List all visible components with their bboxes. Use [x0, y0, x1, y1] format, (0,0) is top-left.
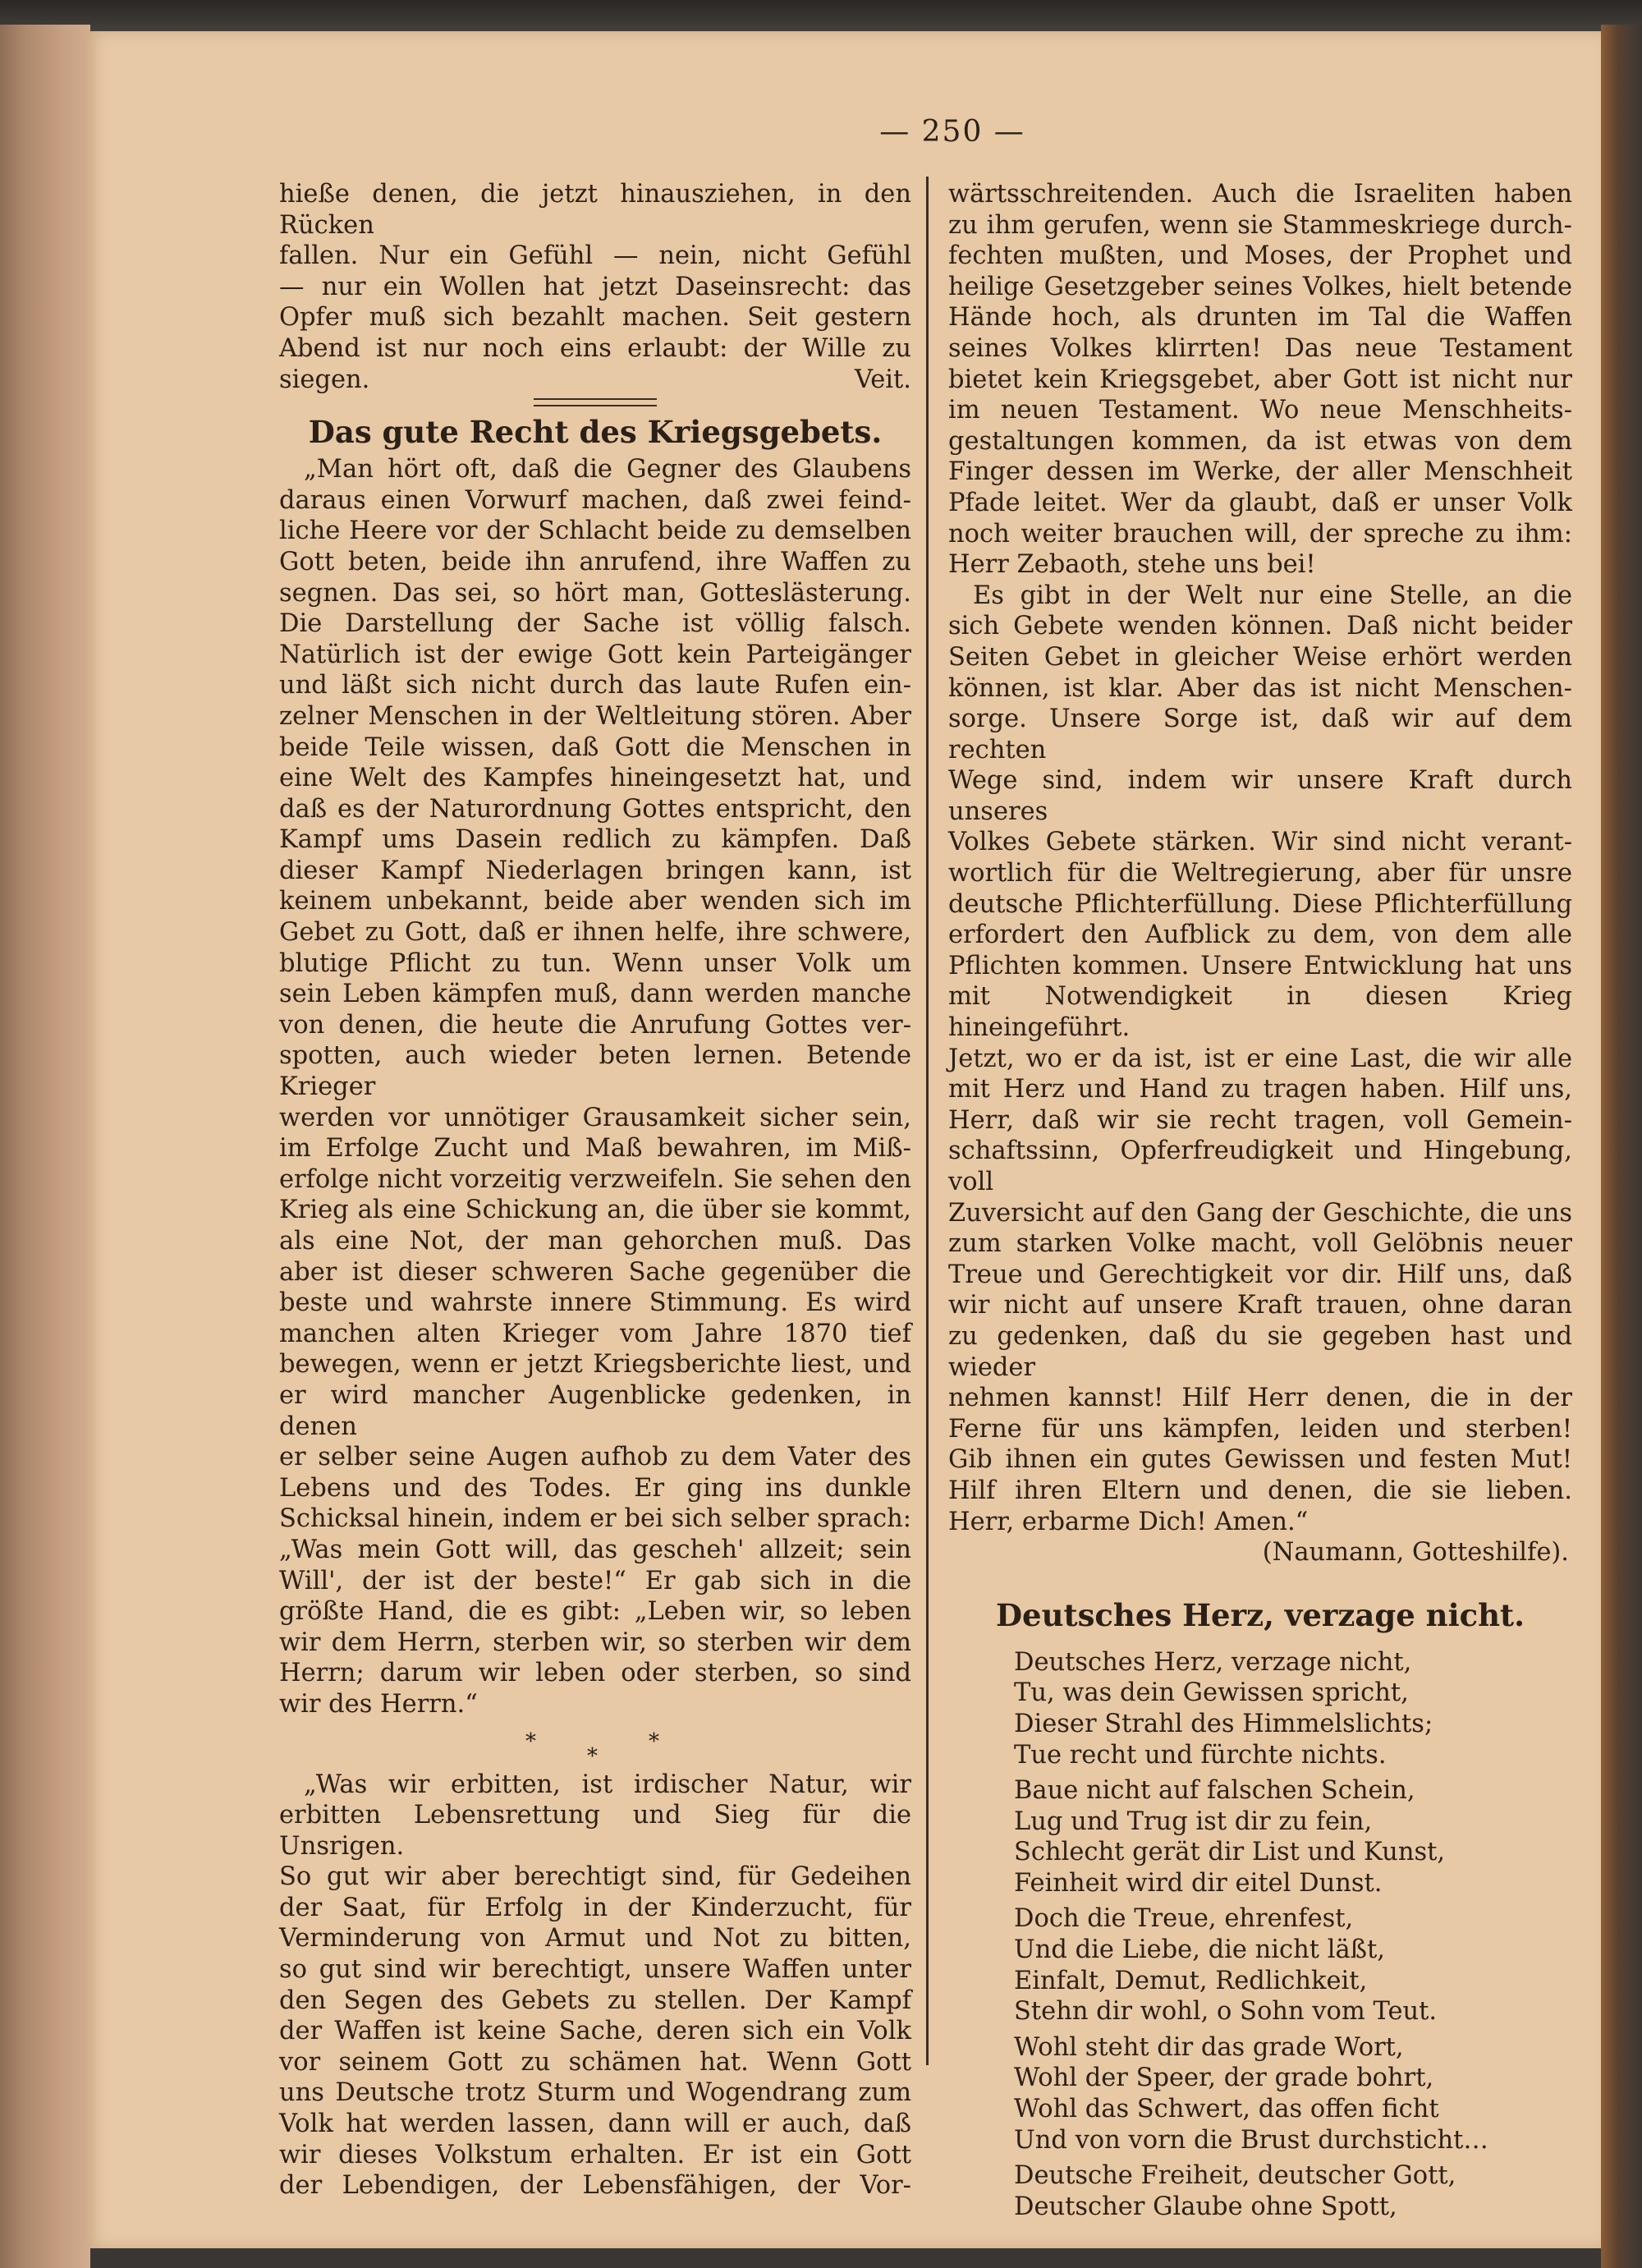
- text-line: so gut sind wir berechtigt, unsere Waffen unter: [279, 1955, 911, 1985]
- text-line: im Erfolge Zucht und Maß bewahren, im Miß-: [279, 1134, 911, 1164]
- text-line: aber ist dieser schweren Sache gegenüber die: [279, 1257, 911, 1287]
- poem-line: Tu, was dein Gewissen spricht,: [1014, 1678, 1409, 1708]
- poem-line: Deutsches Herz, verzage nicht,: [1014, 1647, 1412, 1677]
- quote-source: (Naumann, Gotteshilfe).: [1262, 1538, 1569, 1568]
- author-signature: Veit.: [855, 365, 911, 394]
- text-line: deutsche Pflichterfüllung. Diese Pflichterfüllung: [948, 889, 1572, 919]
- text-line: bewegen, wenn er jetzt Kriegsberichte liest, und: [279, 1350, 911, 1380]
- text-line: erfolge nicht vorzeitig verzweifeln. Sie sehen den: [279, 1164, 911, 1194]
- article-paragraph-4-last-line: Herr, erbarme Dich! Amen.“: [948, 1507, 1309, 1536]
- poem-line: Tue recht und fürchte nichts.: [1014, 1740, 1387, 1770]
- text-line: wortlich für die Weltregierung, aber für unsre: [948, 859, 1572, 888]
- text-line: Zuversicht auf den Gang der Geschichte, die uns: [948, 1198, 1572, 1228]
- poem-line: Doch die Treue, ehrenfest,: [1014, 1904, 1354, 1934]
- poem-stanza: [1014, 2160, 1572, 2222]
- page-number: — 250 —: [879, 115, 1025, 149]
- text-line: hieße denen, die jetzt hinausziehen, in den Rücken: [279, 180, 911, 240]
- text-line: der Lebendigen, der Lebensfähigen, der Vor-: [279, 2171, 911, 2201]
- text-line: von denen, die heute die Anrufung Gottes ver-: [279, 1010, 911, 1040]
- text-line: Natürlich ist der ewige Gott kein Parteigänger: [279, 640, 911, 669]
- text-line: Die Darstellung der Sache ist völlig falsch.: [279, 609, 911, 639]
- text-line: nehmen kannst! Hilf Herr denen, die in der: [948, 1384, 1572, 1413]
- text-line: Hände hoch, als drunten im Tal die Waffen: [948, 303, 1572, 333]
- section-divider: [534, 398, 657, 406]
- text-line: gestaltungen kommen, da ist etwas von dem: [948, 426, 1572, 456]
- asterism: [279, 1720, 911, 1770]
- asterism-star: *: [587, 1743, 598, 1769]
- poem-line: Deutscher Glaube ohne Spott,: [1014, 2192, 1397, 2221]
- text-line: — nur ein Wollen hat jetzt Daseinsrecht: das: [279, 272, 911, 301]
- poem-line: Und von vorn die Brust durchsticht…: [1014, 2125, 1488, 2155]
- poem-line: Dieser Strahl des Himmelslichts;: [1014, 1709, 1433, 1738]
- text-line: beide Teile wissen, daß Gott die Menschen in: [279, 732, 911, 762]
- text-line: er wird mancher Augenblicke gedenken, in denen: [279, 1380, 911, 1441]
- text-line: wärtsschreitenden. Auch die Israeliten haben: [948, 180, 1572, 209]
- text-line: im neuen Testament. Wo neue Menschheits-: [948, 396, 1572, 425]
- poem-stanza: [1014, 1775, 1572, 1898]
- text-line: Opfer muß sich bezahlt machen. Seit gestern: [279, 303, 911, 333]
- article-heading: Das gute Recht des Kriegsgebets.: [308, 414, 883, 451]
- text-line: liche Heere vor der Schlacht beide zu demselben: [279, 516, 911, 546]
- text-line: „Was wir erbitten, ist irdischer Natur, wir: [304, 1770, 911, 1799]
- text-line: uns Deutsche trotz Sturm und Wogendrang zum: [279, 2078, 911, 2108]
- text-line: zum starken Volke macht, voll Gelöbnis neuer: [948, 1229, 1572, 1259]
- poem-line: Wohl das Schwert, das offen ficht: [1014, 2095, 1439, 2124]
- text-line: erfordert den Aufblick zu dem, von dem alle: [948, 921, 1572, 950]
- text-line: er selber seine Augen aufhob zu dem Vater des: [279, 1443, 911, 1472]
- text-line: Es gibt in der Welt nur eine Stelle, an die: [973, 581, 1572, 610]
- text-line: segnen. Das sei, so hört man, Gotteslästerung.: [279, 578, 911, 608]
- text-line: der Waffen ist keine Sache, deren sich ein Volk: [279, 2017, 911, 2046]
- intro-last-line: siegen.: [279, 365, 370, 394]
- text-line: werden vor unnötiger Grausamkeit sicher sein,: [279, 1103, 911, 1132]
- poem-line: Und die Liebe, die nicht läßt,: [1014, 1935, 1385, 1965]
- text-line: So gut wir aber berechtigt sind, für Gedeihen: [279, 1862, 911, 1892]
- article-paragraph-2: [279, 1770, 911, 2201]
- text-line: Finger dessen im Werke, der aller Menschheit: [948, 457, 1572, 487]
- text-line: mit Herz und Hand zu tragen haben. Hilf uns,: [948, 1075, 1572, 1104]
- text-line: eine Welt des Kampfes hineingesetzt hat, und: [279, 764, 911, 793]
- poem-stanza: [1014, 1647, 1572, 1770]
- text-line: Lebens und des Todes. Er ging ins dunkle: [279, 1473, 911, 1503]
- text-line: spotten, auch wieder beten lernen. Betende Krieger: [279, 1041, 911, 1102]
- text-line: dieser Kampf Niederlagen bringen kann, ist: [279, 856, 911, 885]
- text-line: daß es der Naturordnung Gottes entspricht, den: [279, 794, 911, 824]
- poem: [948, 1647, 1572, 2223]
- text-line: Gib ihnen ein gutes Gewissen und festen Mut!: [948, 1445, 1572, 1475]
- poem-line: Baue nicht auf falschen Schein,: [1014, 1776, 1415, 1806]
- text-line: Volkes Gebete stärken. Wir sind nicht verant-: [948, 828, 1572, 857]
- text-line: Treue und Gerechtigkeit vor dir. Hilf uns, daß: [948, 1260, 1572, 1289]
- poem-line: Wohl der Speer, der grade bohrt,: [1014, 2064, 1434, 2093]
- text-line: Verminderung von Armut und Not zu bitten,: [279, 1924, 911, 1954]
- book-spine-edge: [1601, 25, 1642, 2268]
- text-line: vor seinem Gott zu schämen hat. Wenn Gott: [279, 2047, 911, 2077]
- text-line: zu ihm gerufen, wenn sie Stammeskriege durch-: [948, 210, 1572, 240]
- text-line: der Saat, für Erfolg in der Kinderzucht, für: [279, 1893, 911, 1922]
- text-line: fallen. Nur ein Gefühl — nein, nicht Gefühl: [279, 241, 911, 271]
- text-line: Hilf ihren Eltern und denen, die sie lieben.: [948, 1476, 1572, 1505]
- poem-line: Lug und Trug ist dir zu fein,: [1014, 1807, 1373, 1836]
- asterism-star: *: [649, 1729, 659, 1754]
- intro-paragraph: [279, 179, 911, 365]
- text-line: größte Hand, die es gibt: „Leben wir, so leben: [279, 1597, 911, 1627]
- right-column: [948, 179, 1572, 2227]
- text-line: Abend ist nur noch eins erlaubt: der Wille zu: [279, 333, 911, 363]
- poem-line: Einfalt, Demut, Redlichkeit,: [1014, 1966, 1368, 1995]
- text-line: „Man hört oft, daß die Gegner des Glaubens: [304, 455, 911, 484]
- text-line: Pfade leitet. Wer da glaubt, daß er unser Volk: [948, 488, 1572, 517]
- poem-title: Deutsches Herz, verzage nicht.: [995, 1596, 1525, 1633]
- text-line: Gott beten, beide ihn anrufend, ihre Waffen zu: [279, 547, 911, 576]
- text-line: Pflichten kommen. Unsere Entwicklung hat uns: [948, 951, 1572, 980]
- text-line: Herr, daß wir sie recht tragen, voll Gemein-: [948, 1105, 1572, 1135]
- text-line: blutige Pflicht zu tun. Wenn unser Volk um: [279, 948, 911, 978]
- text-line: können, ist klar. Aber das ist nicht Menschen-: [948, 673, 1572, 703]
- text-line: zu gedenken, daß du sie gegeben hast und wieder: [948, 1321, 1572, 1382]
- text-line: Krieg als eine Schickung an, die über sie kommt,: [279, 1196, 911, 1225]
- article-paragraph-3: [948, 179, 1572, 549]
- poem-line: Wohl steht dir das grade Wort,: [1014, 2032, 1404, 2062]
- text-line: Wege sind, indem wir unsere Kraft durch unseres: [948, 766, 1572, 826]
- text-line: Herrn; darum wir leben oder sterben, so sind: [279, 1659, 911, 1688]
- article-paragraph-3-last-line: Herr Zebaoth, stehe uns bei!: [948, 550, 1316, 580]
- column-divider: [926, 177, 929, 2065]
- text-line: als eine Not, der man gehorchen muß. Das: [279, 1227, 911, 1256]
- poem-line: Stehn dir wohl, o Sohn vom Teut.: [1014, 1997, 1438, 2027]
- text-line: Seiten Gebet in gleicher Weise erhört werden: [948, 642, 1572, 672]
- poem-stanza: [1014, 2032, 1572, 2156]
- text-line: und läßt sich nicht durch das laute Rufen ein-: [279, 671, 911, 700]
- text-line: Ferne für uns kämpfen, leiden und sterben!: [948, 1414, 1572, 1444]
- text-line: Kampf ums Dasein redlich zu kämpfen. Daß: [279, 825, 911, 855]
- text-line: Gebet zu Gott, daß er ihnen helfe, ihre schwere,: [279, 918, 911, 948]
- text-line: daraus einen Vorwurf machen, daß zwei feind-: [279, 485, 911, 515]
- article-paragraph-4: [948, 581, 1572, 1507]
- text-line: heilige Gesetzgeber seines Volkes, hielt betende: [948, 272, 1572, 301]
- poem-line: Deutsche Freiheit, deutscher Gott,: [1014, 2161, 1456, 2191]
- asterism-star: *: [525, 1729, 536, 1754]
- poem-line: Schlecht gerät dir List und Kunst,: [1014, 1838, 1446, 1867]
- text-line: „Was mein Gott will, das gescheh' allzeit; sein: [279, 1535, 911, 1564]
- text-line: Volk hat werden lassen, dann will er auch, daß: [279, 2110, 911, 2139]
- text-line: Schicksal hinein, indem er bei sich selber sprach:: [279, 1504, 911, 1534]
- book-page-edges: [0, 25, 90, 2268]
- text-line: Jetzt, wo er da ist, ist er eine Last, die wir alle: [948, 1044, 1572, 1073]
- text-line: wir nicht auf unsere Kraft trauen, ohne daran: [948, 1291, 1572, 1320]
- text-line: fechten mußten, und Moses, der Prophet und: [948, 241, 1572, 271]
- scanner-top-border: [0, 0, 1642, 34]
- text-line: mit Notwendigkeit in diesen Krieg hineingeführt.: [948, 982, 1572, 1043]
- text-line: Will', der ist der beste!“ Er gab sich in die: [279, 1566, 911, 1595]
- text-line: sein Leben kämpfen muß, dann werden manche: [279, 980, 911, 1009]
- article-paragraph-1: [279, 454, 911, 1689]
- text-line: manchen alten Krieger vom Jahre 1870 tief: [279, 1319, 911, 1348]
- text-line: beste und wahrste innere Stimmung. Es wird: [279, 1288, 911, 1318]
- article-paragraph-1-last-line: wir des Herrn.“: [279, 1689, 478, 1719]
- text-line: sorge. Unsere Sorge ist, daß wir auf dem rechten: [948, 705, 1572, 764]
- text-line: bietet kein Kriegsgebet, aber Gott ist nicht nur: [948, 365, 1572, 394]
- text-line: wir dem Herrn, sterben wir, so sterben wir dem: [279, 1628, 911, 1657]
- text-line: den Segen des Gebets zu stellen. Der Kampf: [279, 1986, 911, 2015]
- text-line: sich Gebete wenden können. Daß nicht beider: [948, 612, 1572, 641]
- text-line: seines Volkes klirrten! Das neue Testament: [948, 333, 1572, 363]
- text-line: erbitten Lebensrettung und Sieg für die Unsrigen.: [279, 1801, 911, 1861]
- text-line: keinem unbekannt, beide aber wenden sich im: [279, 887, 911, 916]
- poem-stanza: [1014, 1903, 1572, 2027]
- intro-closing-line: [279, 365, 911, 396]
- text-line: zelner Menschen in der Weltleitung stören. Aber: [279, 701, 911, 731]
- text-line: schaftssinn, Opferfreudigkeit und Hingebung, voll: [948, 1136, 1572, 1196]
- left-column: [279, 179, 911, 2201]
- text-line: wir dieses Volkstum erhalten. Er ist ein Gott: [279, 2140, 911, 2169]
- poem-line: Feinheit wird dir eitel Dunst.: [1014, 1868, 1383, 1898]
- text-line: noch weiter brauchen will, der spreche zu ihm:: [948, 519, 1572, 549]
